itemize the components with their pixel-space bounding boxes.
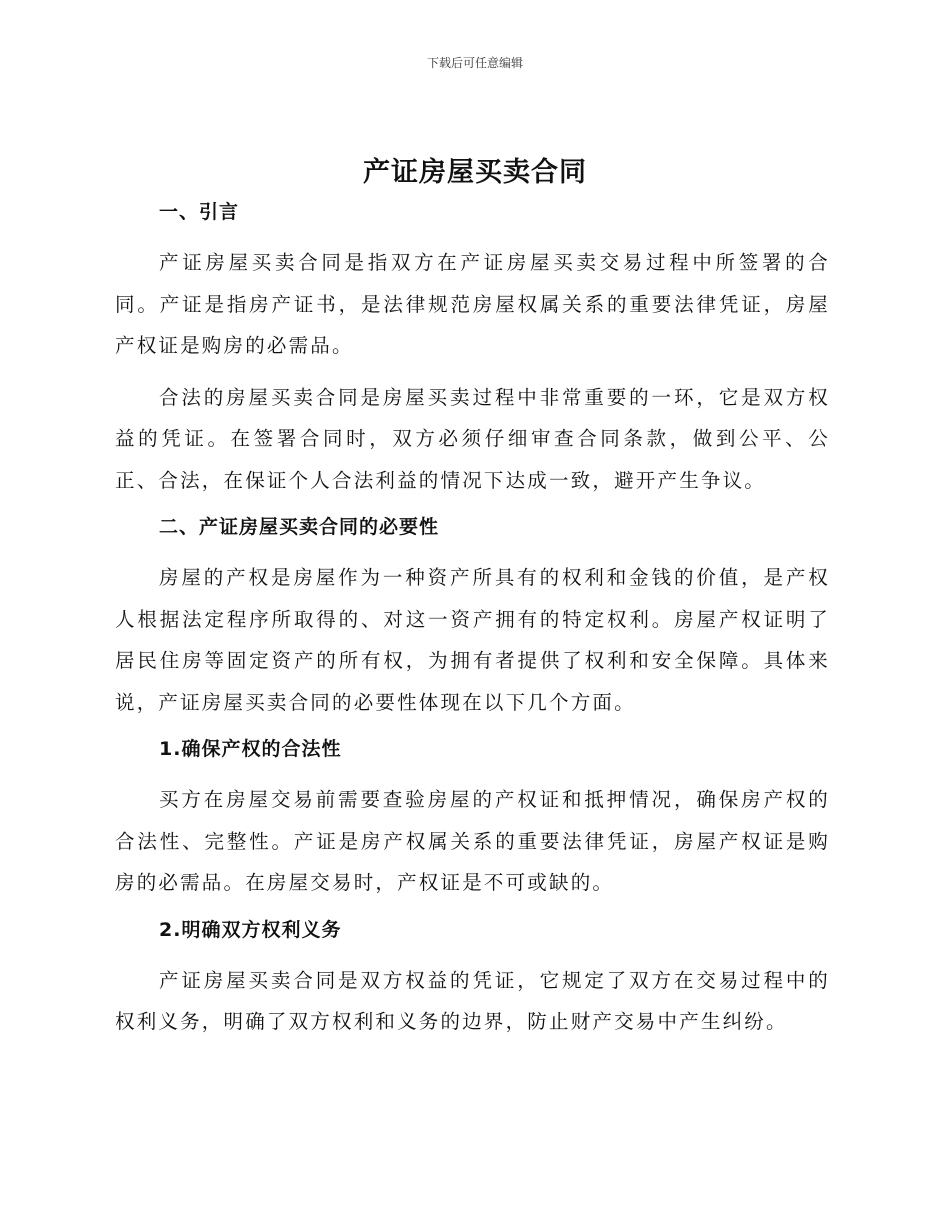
paragraph-necessity-1: 房屋的产权是房屋作为一种资产所具有的权利和金钱的价值，是产权人根据法定程序所取得的、对这一资产拥有的特定权利。房屋产权证明了居民住房等固定资产的所有权，为拥有者提供了权利和安全保障。具体来说，产证房屋买卖合同的必要性体现在以下几个方面。 — [115, 566, 830, 714]
header-note: 下载后可任意编辑 — [426, 56, 523, 70]
section-heading-necessity: 二、产证房屋买卖合同的必要性 — [159, 516, 440, 538]
paragraph-intro-2: 合法的房屋买卖合同是房屋买卖过程中非常重要的一环，它是双方权益的凭证。在签署合同时，双方必须仔细审查合同条款，做到公平、公正、合法，在保证个人合法利益的情况下达成一致，避开产生争议。 — [115, 385, 830, 492]
paragraph-rights-1: 产证房屋买卖合同是双方权益的凭证，它规定了双方在交易过程中的权利义务，明确了双方权利和义务的边界，防止财产交易中产生纠纷。 — [115, 968, 830, 1033]
paragraph-intro-1: 产证房屋买卖合同是指双方在产证房屋买卖交易过程中所签署的合同。产证是指房产证书，是法律规范房屋权属关系的重要法律凭证，房屋产权证是购房的必需品。 — [115, 251, 830, 357]
section-heading-intro: 一、引言 — [159, 201, 240, 223]
subsection-heading-rights: 2.明确双方权利义务 — [159, 918, 342, 941]
document-title: 产证房屋买卖合同 — [363, 157, 587, 188]
paragraph-legality-1: 买方在房屋交易前需要查验房屋的产权证和抵押情况，确保房产权的合法性、完整性。产证是房产权属关系的重要法律凭证，房屋产权证是购房的必需品。在房屋交易时，产权证是不可或缺的。 — [115, 788, 830, 894]
subsection-heading-legality: 1.确保产权的合法性 — [159, 738, 342, 760]
document-body — [115, 196, 830, 1043]
